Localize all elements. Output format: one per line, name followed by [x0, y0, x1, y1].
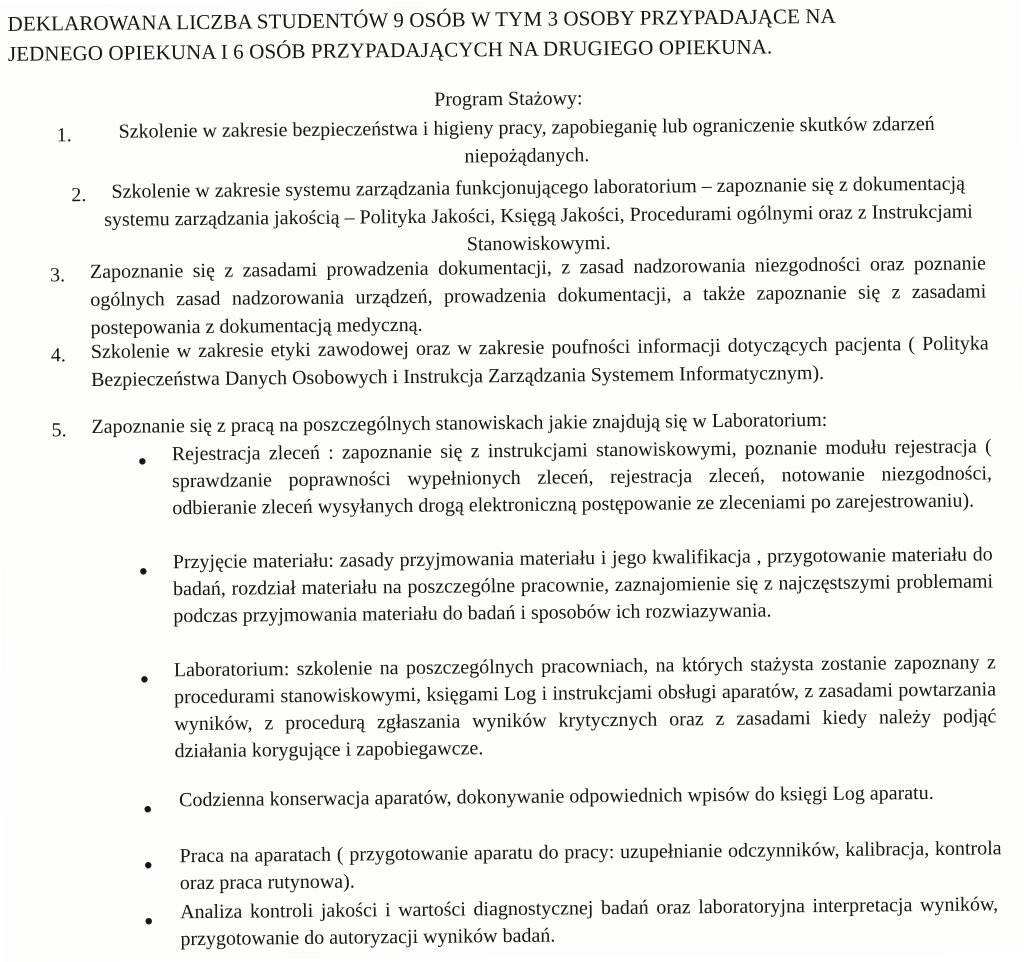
- item-number-4: 4.: [50, 344, 66, 367]
- program-item-4: Szkolenie w zakresie etyki zawodowej oraz w zakresie poufności informacji dotyczących pacjenta ( Polityka Bezpieczeństwa Danych Osobowych i Instrukcja Zarządzania Systemem Informatycznym).: [90, 332, 989, 392]
- sub-item-registration: Rejestracja zleceń : zapoznanie się z instrukcjami stanowiskowymi, poznanie modułu rejestracja ( sprawdzanie poprawności wypełnionych zleceń, rejestracja zleceń, notowanie niezgodności, odbieranie zleceń wysyłanych drogą elektroniczną postępowanie ze zleceniami po zarejestrowaniu).: [171, 435, 993, 520]
- bullet-icon: ●: [138, 563, 149, 580]
- sub-item-quality-analysis: Analiza kontroli jakości i wartości diagnostycznej badań oraz laboratoryjna interpretacja wyników, przygotowanie do autoryzacji wyników badań.: [180, 893, 999, 951]
- program-title: Program Stażowy:: [434, 87, 583, 111]
- bullet-icon: ●: [143, 801, 153, 818]
- item-number-2: 2.: [71, 184, 87, 207]
- item-number-5: 5.: [51, 419, 67, 442]
- program-item-3: Zapoznanie się z zasadami prowadzenia dokumentacji, z zasad nadzorowania niezgodności oraz poznanie ogólnych zasad nadzorowania urządzeń, prowadzenia dokumentacji, a także zapoznanie się z zasadami postepowania z dokumentacją medyczną.: [89, 252, 987, 340]
- item-number-3: 3.: [49, 264, 66, 287]
- document-header: [7, 0, 998, 69]
- bullet-icon: ●: [144, 913, 154, 930]
- sub-item-instrument-work: Praca na aparatach ( przygotowanie aparatu do pracy: uzupełnianie odczynników, kalibracja, kontrola oraz praca rutynowa).: [179, 837, 1002, 895]
- program-item-2: Szkolenie w zakresie systemu zarządzania funkcjonującego laboratorium – zapoznanie się z dokumentacją systemu zarządzania jakością – Polityka Jakości, Księgą Jakości, Procedurami ogólnymi oraz z Instrukcjami Stanowiskowymi.: [104, 172, 973, 256]
- bullet-icon: ●: [137, 453, 147, 470]
- bullet-icon: ●: [143, 857, 153, 874]
- sub-item-laboratory: Laboratorium: szkolenie na poszczególnych pracowniach, na których stażysta zostanie zapoznany z procedurami stanowiskowymi, księgami Log i instrukcjami obsługi aparatów, z zasadami powtarzania wyników, z procedurą zgłaszania wyników krytycznych oraz z zasadami kiedy należy podjąć działania korygujące i zapobiegawcze.: [173, 651, 997, 763]
- bullet-icon: ●: [139, 671, 150, 688]
- program-item-1: Szkolenie w zakresie bezpieczeństwa i higieny pracy, zapobieganię lub ograniczenie skutków zdarzeń niepożądanych.: [118, 112, 935, 168]
- item-number-1: 1.: [56, 124, 72, 147]
- sub-item-maintenance: Codzienna konserwacja aparatów, dokonywanie odpowiednich wpisów do księgi Log aparatu.: [178, 781, 934, 812]
- header-line-2: JEDNEGO OPIEKUNA I 6 OSÓB PRZYPADAJĄCYCH NA DRUGIEGO OPIEKUNA.: [7, 34, 773, 66]
- program-item-5: Zapoznanie się z pracą na poszczególnych stanowiskach jakie znajdują się w Laboratorium:: [91, 408, 828, 439]
- sub-item-material-intake: Przyjęcie materiału: zasady przyjmowania materiału i jego kwalifikacja , przygotowanie materiału do badań, rozdział materiału na poszczególne pracownie, zaznajomienie się z najczęstszymi problemami podczas przyjmowania materiału do badań i sposobów ich rozwiazywania.: [172, 543, 994, 628]
- header-line-1: DEKLAROWANA LICZBA STUDENTÓW 9 OSÓB W TYM 3 OSOBY PRZYPADAJĄCE NA: [7, 3, 836, 36]
